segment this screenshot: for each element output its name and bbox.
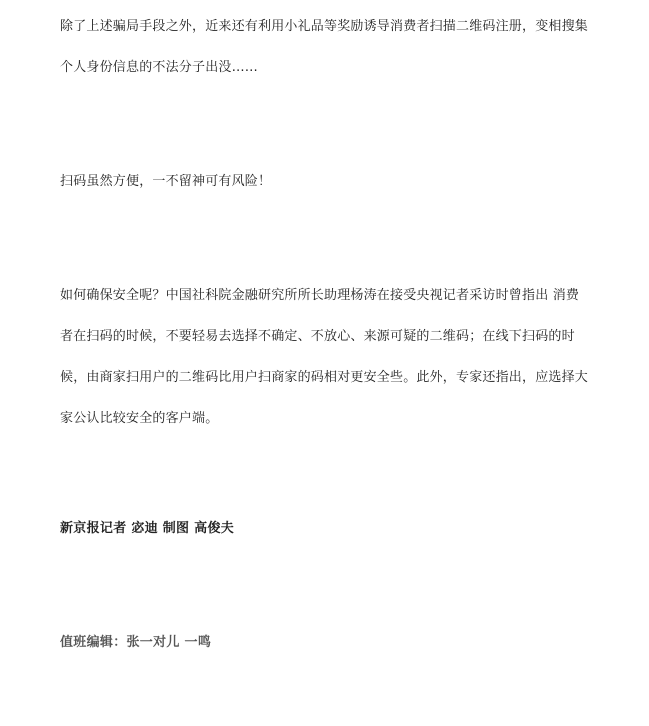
editor-credit: 值班编辑：张一对儿 一鸣 xyxy=(60,635,212,650)
reporter-credit: 新京报记者 宓迪 制图 高俊夫 xyxy=(60,521,235,536)
paragraph-expert-advice: 如何确保安全呢？中国社科院金融研究所所长助理杨涛在接受央视记者采访时曾指出 消费者在扫码的时候，不要轻易去选择不确定、不放心、来源可疑的二维码；在线下扫码的时候，由商家扫用户的二维码比用户扫商家的码相对更安全些。此外，专家还指出，应选择大家公认比较安全的客户端。 xyxy=(60,288,589,426)
paragraph-scan-risk: 扫码虽然方便，一不留神可有风险！ xyxy=(60,174,272,189)
paragraph-scam-warning: 除了上述骗局手段之外，近来还有利用小礼品等奖励诱导消费者扫描二维码注册，变相搜集个人身份信息的不法分子出没…… xyxy=(60,19,589,75)
